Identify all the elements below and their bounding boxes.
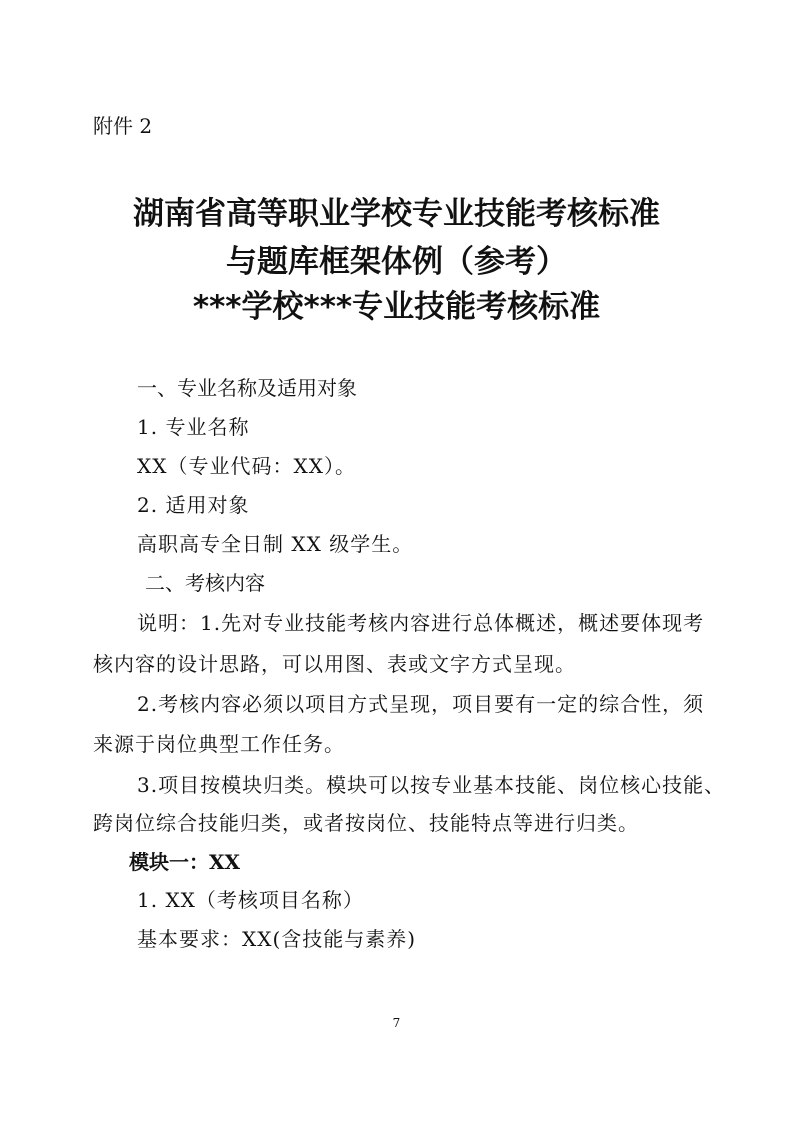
- page-number: 7: [392, 1016, 401, 1030]
- title-line-3: ***学校***专业技能考核标准: [192, 289, 601, 325]
- attachment-label: 附件 2: [93, 114, 153, 138]
- note-2-line-2: 来源于岗位典型工作任务。: [93, 732, 345, 756]
- note-1-line-2: 核内容的设计思路，可以用图、表或文字方式呈现。: [93, 652, 576, 676]
- item-target-text: 高职高专全日制 XX 级学生。: [137, 532, 414, 556]
- item-major-name-title: 1. 专业名称: [137, 415, 250, 439]
- module-heading: 模块一：XX: [129, 850, 241, 874]
- title-line-2: 与题库框架体例（参考）: [226, 244, 567, 280]
- note-1-line-1: 说明：1.先对专业技能考核内容进行总体概述，概述要体现考: [137, 611, 705, 635]
- title-line-1: 湖南省高等职业学校专业技能考核标准: [133, 196, 660, 232]
- note-3-line-2: 跨岗位综合技能归类，或者按岗位、技能特点等进行归类。: [93, 811, 639, 835]
- item-major-name-text: XX（专业代码：XX）。: [137, 454, 356, 478]
- module-item-requirement: 基本要求：XX(含技能与素养): [137, 927, 417, 951]
- section-heading-major: 一、专业名称及适用对象: [137, 376, 357, 400]
- item-target-title: 2. 适用对象: [137, 493, 250, 517]
- module-item-title: 1. XX（考核项目名称）: [137, 888, 364, 912]
- note-3-line-1: 3.项目按模块归类。模块可以按专业基本技能、岗位核心技能、: [137, 773, 726, 797]
- note-2-line-1: 2.考核内容必须以项目方式呈现，项目要有一定的综合性，须: [137, 692, 705, 716]
- section-heading-content: 二、考核内容: [145, 571, 265, 595]
